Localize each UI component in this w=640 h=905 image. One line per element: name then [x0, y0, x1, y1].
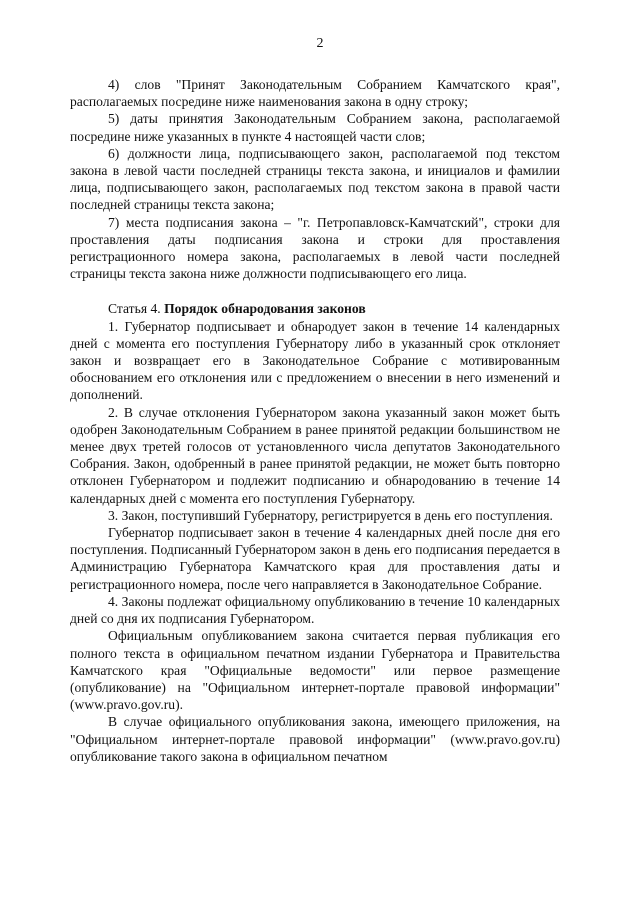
paragraph-2: 2. В случае отклонения Губернатором закона указанный закон может быть одобрен Законодательным Собранием в ранее принятой редакции большинством не менее двух третей голосов от установленного числа депутатов Законодательного Собрания. Закон, одобренный в ранее принятой редакции, не может быть повторно отклонен Губернатором и подлежит подписанию и обнародованию в течение 14 календарных дней с момента его поступления Губернатору. — [70, 404, 560, 506]
paragraph-1: 1. Губернатор подписывает и обнародует закон в течение 14 календарных дней с момента его поступления Губернатору либо в указанный срок отклоняет закон и возвращает его в Законодательное Собрание с мотивированным обоснованием его отклонения или с предложением о внесении в него изменений и дополнений. — [70, 318, 560, 403]
paragraph-3: 3. Закон, поступивший Губернатору, регистрируется в день его поступления. — [108, 507, 553, 523]
article-title: Порядок обнародования законов — [164, 301, 366, 317]
list-item-6: 6) должности лица, подписывающего закон, располагаемой под текстом закона в левой части последней страницы текста закона, и инициалов и фамилии лица, подписывающего закон, располагаемых под текстом закона в правой части последней страницы текста закона; — [70, 145, 560, 213]
paragraph-3-continued: Губернатор подписывает закон в течение 4 календарных дней после дня его поступления. Подписанный Губернатором закон в день его подписания передается в Администрацию Губернатора Камчатского края для проставления даты и регистрационного номера, после чего направляется в Законодательное Собрание. — [70, 525, 560, 592]
article-label: Статья 4. — [108, 301, 161, 317]
paragraph-4-attachments: В случае официального опубликования закона, имеющего приложения, на "Официальном интернет-портале правовой информации" (www.pravo.gov.ru) опубликование такого закона в официальном печатном — [70, 714, 560, 764]
list-item-5: 5) даты принятия Законодательным Собранием закона, располагаемой посредине ниже указанных в пункте 4 настоящей части слов; — [70, 111, 560, 144]
page-number: 2 — [316, 36, 324, 51]
list-item-4: 4) слов "Принят Законодательным Собранием Камчатского края", располагаемых посредине ниже наименования закона в одну строку; — [70, 77, 560, 110]
paragraph-4: 4. Законы подлежат официальному опубликованию в течение 10 календарных дней со дня их подписания Губернатором. — [70, 593, 560, 627]
section-gap — [70, 282, 560, 300]
document-body — [70, 76, 560, 765]
list-item-7: 7) места подписания закона – "г. Петропавловск-Камчатский", строки для проставления даты подписания закона и строки для проставления регистрационного номера закона, располагаемых в левой части последней страницы текста закона ниже должности подписывающего его лица. — [70, 214, 560, 282]
article-heading — [70, 300, 560, 317]
paragraph-4-official-publication: Официальным опубликованием закона считается первая публикация его полного текста в официальном печатном издании Губернатора и Правительства Камчатского края "Официальные ведомости" или первое размещение (опубликование) на "Официальном интернет-портале правовой информации" (www.pravo.gov.ru). — [70, 628, 560, 713]
